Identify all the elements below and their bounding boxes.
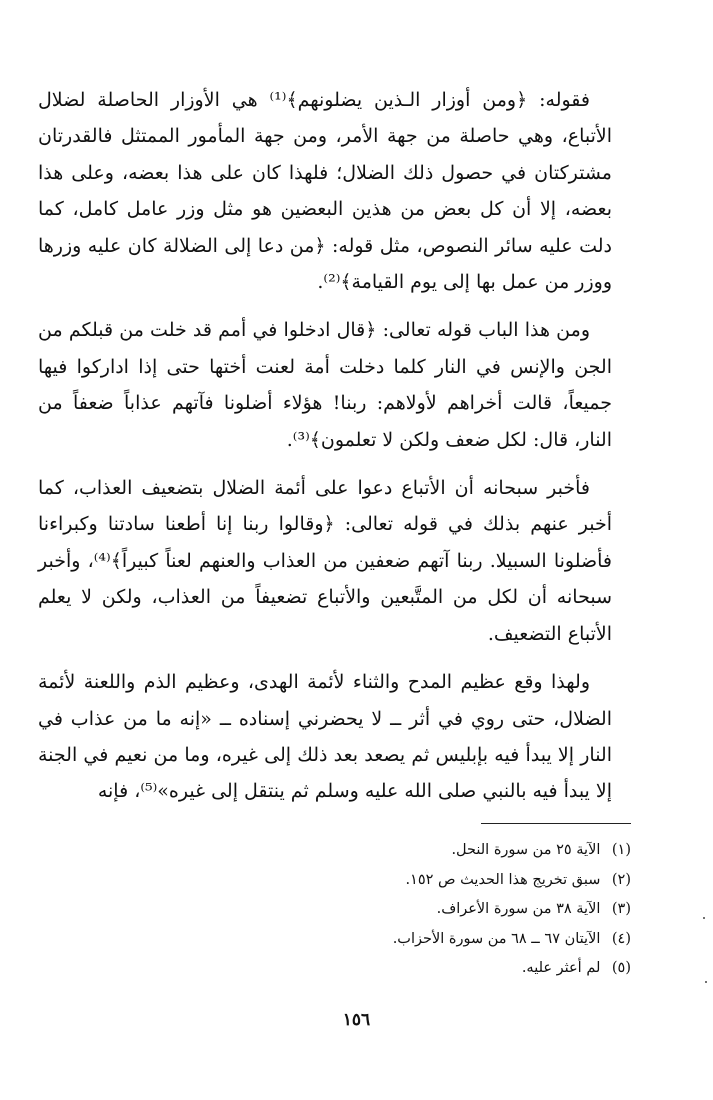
- footnote-text: الآيتان ٦٧ ــ ٦٨ من سورة الأحزاب.: [392, 930, 601, 947]
- paragraph-4: ولهذا وقع عظيم المدح والثناء لأئمة الهدى، وعظيم الذم واللعنة لأئمة الضلال، حتى روي في أثر ــ لا يحضرني إسناده ــ «إنه ما من عذاب في النار إلا يبدأ فيه بإبليس ثم يصعد بعد ذلك إلى غيره، وما من نعيم في الجنة إلا يبدأ فيه بالنبي صلى الله عليه وسلم ثم ينتقل إلى غيره»⁽⁵⁾، فإنه: [38, 671, 612, 803]
- footnote-number: (٤): [611, 930, 631, 947]
- footnote-number: (١): [611, 842, 631, 858]
- footnote-number: (٢): [611, 871, 631, 888]
- footnote-separator: [481, 823, 631, 824]
- footnote-text: الآية ٣٨ من سورة الأعراف.: [436, 901, 601, 917]
- footnote-2: [191, 866, 631, 896]
- paragraph-1: فقوله: ﴿ومن أوزار الـذين يضلونهم﴾⁽¹⁾ هي الأوزار الحاصلة لضلال الأتباع، وهي حاصلة من جهة الأمر، ومن جهة المأمور الممتثل فالقدرتان مشتركتان في حصول ذلك الضلال؛ فلهذا كان على هذا بعضه، وعلى هذا بعضه، إلا أن كل بعض من هذين البعضين هو مثل وزر عامل كامل، كما دلت عليه سائر النصوص، مثل قوله: ﴿من دعا إلى الضلالة كان عليه وزرها ووزر من عمل بها إلى يوم القيامة﴾⁽²⁾.: [38, 89, 612, 294]
- footnote-number: (٥): [611, 960, 631, 976]
- footnote-number: (٣): [611, 901, 631, 917]
- main-text: [38, 82, 612, 810]
- page-number: ١٥٦: [342, 1010, 371, 1030]
- scan-speck: [705, 981, 707, 983]
- footnote-text: سبق تخريج هذا الحديث ص ١٥٢.: [405, 871, 601, 888]
- footnote-3: [191, 895, 631, 925]
- footnote-text: لم أعثر عليه.: [521, 960, 601, 976]
- scan-speck: [703, 917, 705, 919]
- paragraph-3: فأخبر سبحانه أن الأتباع دعوا على أئمة الضلال بتضعيف العذاب، كما أخبر عنهم بذلك في قوله تعالى: ﴿وقالوا ربنا إنا أطعنا سادتنا وكبراءنا فأضلونا السبيلا. ربنا آتهم ضعفين من العذاب والعنهم لعناً كبيراً﴾⁽⁴⁾، وأخبر سبحانه أن لكل من المتَّبعين والأتباع تضعيفاً من العذاب، ولكن لا يعلم الأتباع التضعيف.: [38, 477, 613, 645]
- footnote-1: [191, 836, 631, 866]
- footnote-text: الآية ٢٥ من سورة النحل.: [451, 842, 601, 858]
- footnotes: [191, 836, 631, 984]
- footnote-4: [191, 925, 631, 955]
- paragraph-2: ومن هذا الباب قوله تعالى: ﴿قال ادخلوا في أمم قد خلت من قبلكم من الجن والإنس في النار كلما دخلت أمة لعنت أختها حتى إذا اداركوا فيها جميعاً، قالت أخراهم لأولاهم: ربنا! هؤلاء أضلونا فآتهم عذاباً ضعفاً من النار، قال: لكل ضعف ولكن لا تعلمون﴾⁽³⁾.: [38, 319, 612, 451]
- footnote-5: [191, 954, 631, 984]
